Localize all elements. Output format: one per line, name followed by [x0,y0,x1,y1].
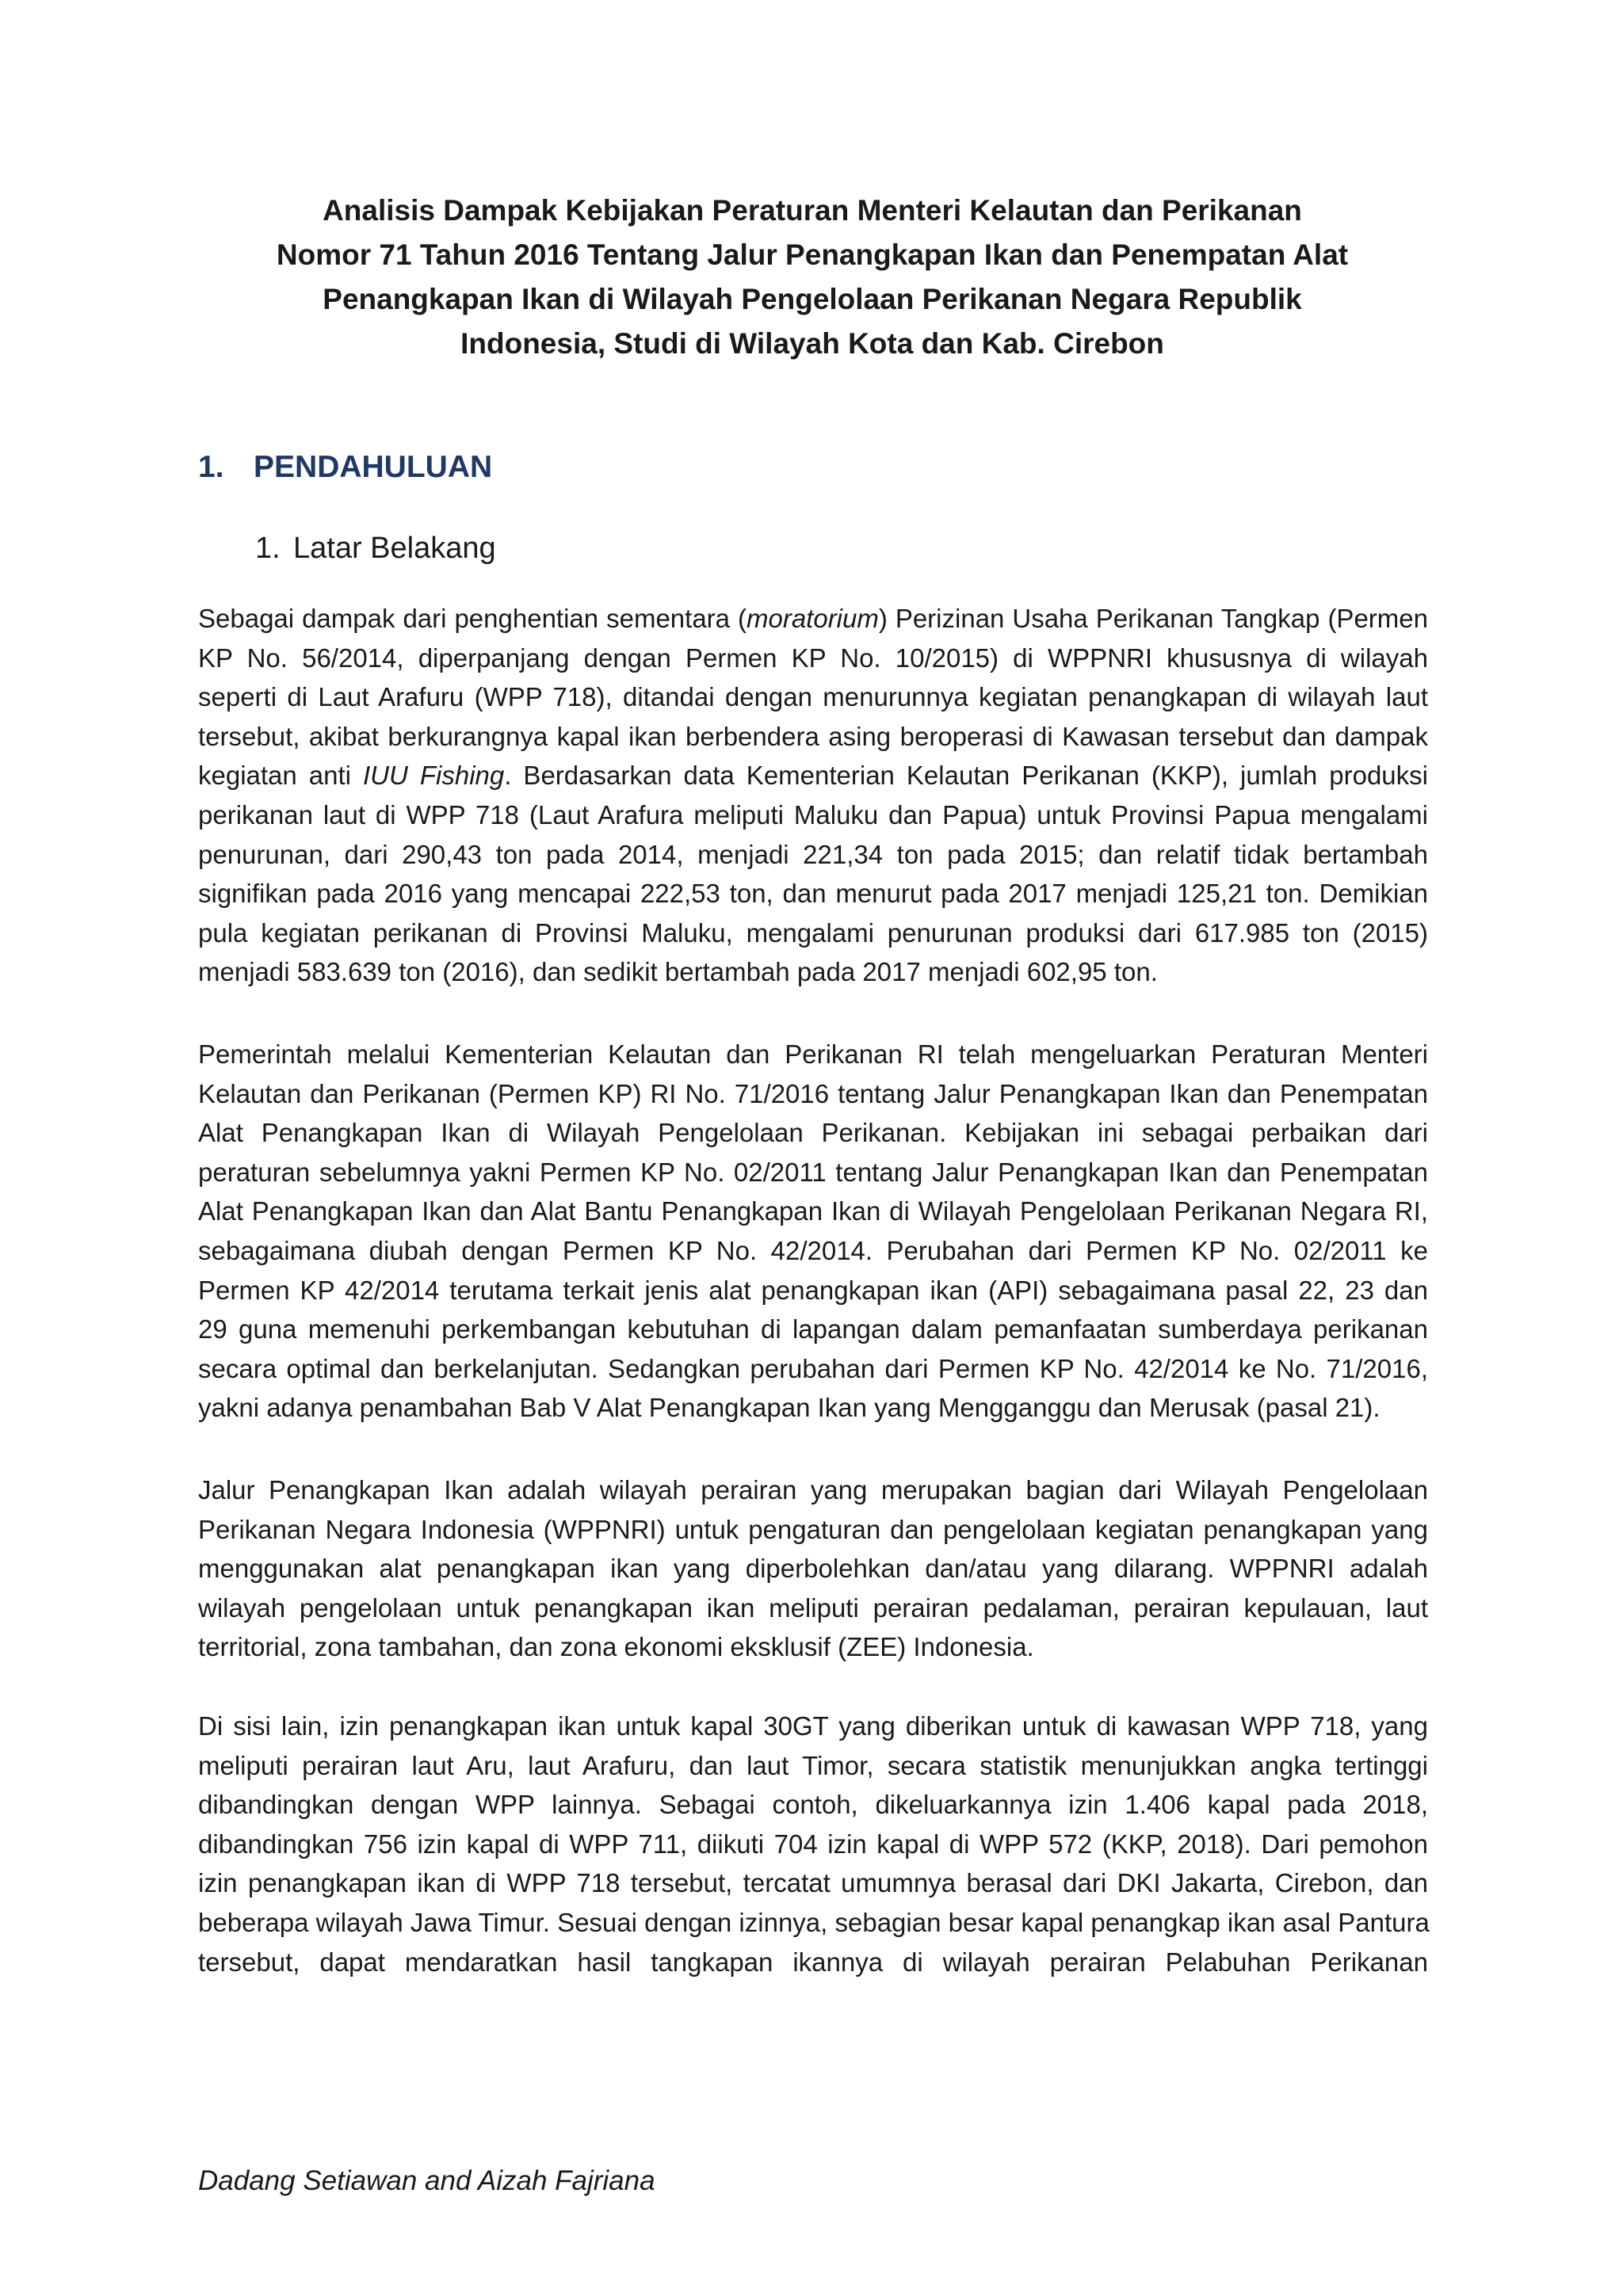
paragraph-3 [198,1470,1428,1667]
italic-term: moratorium [746,604,879,633]
paragraph-line: KP No. 56/2014, diperpanjang dengan Permen KP No. 10/2015) di WPPNRI khususnya di wilayah [198,643,1428,673]
paragraph-line: meliputi perairan laut Aru, laut Arafuru, dan laut Timor, secara statistik menunjukkan angka tertinggi [198,1750,1428,1780]
paragraph-1 [198,599,1428,992]
paragraph-line: 29 guna memenuhi perkembangan kebutuhan di lapangan dalam pemanfaatan sumberdaya perikanan [198,1314,1428,1344]
paragraph-line: menjadi 583.639 ton (2016), dan sedikit bertambah pada 2017 menjadi 602,95 ton. [198,957,1158,987]
title-line: Analisis Dampak Kebijakan Peraturan Menteri Kelautan dan Perikanan [323,194,1302,227]
paragraph-line: pula kegiatan perikanan di Provinsi Maluku, mengalami penurunan produksi dari 617.985 ton (2015) [198,917,1428,948]
paragraph-line: yakni adanya penambahan Bab V Alat Penangkapan Ikan yang Mengganggu dan Merusak (pasal 21). [198,1393,1381,1423]
paragraph-line: secara optimal dan berkelanjutan. Sedangkan perubahan dari Permen KP No. 42/2014 ke No. 71/2016, [198,1353,1428,1383]
paragraph-4 [198,1707,1428,1981]
paragraph-line: menggunakan alat penangkapan ikan yang diperbolehkan dan/atau yang dilarang. WPPNRI adalah [198,1554,1428,1584]
paragraph-line: seperti di Laut Arafuru (WPP 718), ditandai dengan menurunnya kegiatan penangkapan di wilayah laut [198,682,1428,712]
title-line: Penangkapan Ikan di Wilayah Pengelolaan Perikanan Negara Republik [323,283,1302,315]
paragraph-line: dibandingkan dengan WPP lainnya. Sebagai contoh, dikeluarkannya izin 1.406 kapal pada 2018, [198,1790,1428,1820]
paragraph-line: Alat Penangkapan Ikan di Wilayah Pengelolaan Perikanan. Kebijakan ini sebagai perbaikan dari [198,1118,1428,1148]
paragraph-line: penurunan, dari 290,43 ton pada 2014, menjadi 221,34 ton pada 2015; dan relatif tidak bertambah [198,839,1428,869]
paragraph-line: Pemerintah melalui Kementerian Kelautan dan Perikanan RI telah mengeluarkan Peraturan Menteri [198,1039,1428,1069]
paragraph-line: wilayah pengelolaan untuk penangkapan ikan meliputi perairan pedalaman, perairan kepulauan, laut [198,1592,1428,1623]
section-title: PENDAHULUAN [254,450,493,484]
title-line: Indonesia, Studi di Wilayah Kota dan Kab. Cirebon [460,327,1164,360]
paper-title [198,189,1426,366]
paragraph-line: Jalur Penangkapan Ikan adalah wilayah perairan yang merupakan bagian dari Wilayah Pengelolaan [198,1475,1428,1505]
section-heading [198,445,492,490]
paragraph-line: tersebut, akibat berkurangnya kapal ikan berbendera asing beroperasi di Kawasan tersebut dan dampak [198,721,1428,751]
page-footer-authors: Dadang Setiawan and Aizah Fajriana [198,2165,655,2196]
subsection-number: 1. [255,532,281,565]
title-line: Nomor 71 Tahun 2016 Tentang Jalur Penangkapan Ikan dan Penempatan Alat [276,238,1349,271]
paragraph-line: beberapa wilayah Jawa Timur. Sesuai dengan izinnya, sebagian besar kapal penangkap ikan asal Pantura [198,1907,1430,1937]
paragraph-line: Permen KP 42/2014 terutama terkait jenis alat penangkapan ikan (API) sebagaimana pasal 22, 23 dan [198,1275,1428,1305]
paragraph-line: izin penangkapan ikan di WPP 718 tersebut, tercatat umumnya berasal dari DKI Jakarta, Cirebon, dan [198,1868,1428,1898]
paragraph-line: Kelautan dan Perikanan (Permen KP) RI No. 71/2016 tentang Jalur Penangkapan Ikan dan Penempatan [198,1078,1428,1108]
paragraph-line: Perikanan Negara Indonesia (WPPNRI) untuk pengaturan dan pengelolaan kegiatan penangkapan yang [198,1514,1428,1544]
paragraph-line: peraturan sebelumnya yakni Permen KP No. 02/2011 tentang Jalur Penangkapan Ikan dan Penempatan [198,1157,1428,1187]
paragraph-line: sebagaimana diubah dengan Permen KP No. 42/2014. Perubahan dari Permen KP No. 02/2011 ke [198,1235,1428,1265]
paragraph-line: signifikan pada 2016 yang mencapai 222,53 ton, dan menurut pada 2017 menjadi 125,21 ton. Demikian [198,879,1428,909]
paragraph-line: Di sisi lain, izin penangkapan ikan untuk kapal 30GT yang diberikan untuk di kawasan WPP 718, yang [198,1711,1428,1741]
paragraph-line: tersebut, dapat mendaratkan hasil tangkapan ikannya di wilayah perairan Pelabuhan Perikanan [198,1947,1428,1977]
paragraph-line: dibandingkan 756 izin kapal di WPP 711, diikuti 704 izin kapal di WPP 572 (KKP, 2018). Dari pemohon [198,1829,1428,1859]
paragraph-line: territorial, zona tambahan, dan zona ekonomi eksklusif (ZEE) Indonesia. [198,1632,1034,1662]
paragraph-line: Alat Penangkapan Ikan dan Alat Bantu Penangkapan Ikan di Wilayah Pengelolaan Perikanan Negara RI, [198,1196,1428,1226]
section-number: 1. [198,450,224,484]
paragraph-line: Sebagai dampak dari penghentian sementara (moratorium) Perizinan Usaha Perikanan Tangkap (Permen [198,604,1428,633]
subsection-heading [255,526,496,570]
italic-term: IUU Fishing [363,761,505,791]
paragraph-line: kegiatan anti IUU Fishing. Berdasarkan data Kementerian Kelautan Perikanan (KKP), jumlah produksi [198,761,1428,791]
subsection-title: Latar Belakang [293,532,496,565]
paragraph-2 [198,1035,1428,1428]
paragraph-line: perikanan laut di WPP 718 (Laut Arafura meliputi Maluku dan Papua) untuk Provinsi Papua mengalami [198,799,1428,830]
